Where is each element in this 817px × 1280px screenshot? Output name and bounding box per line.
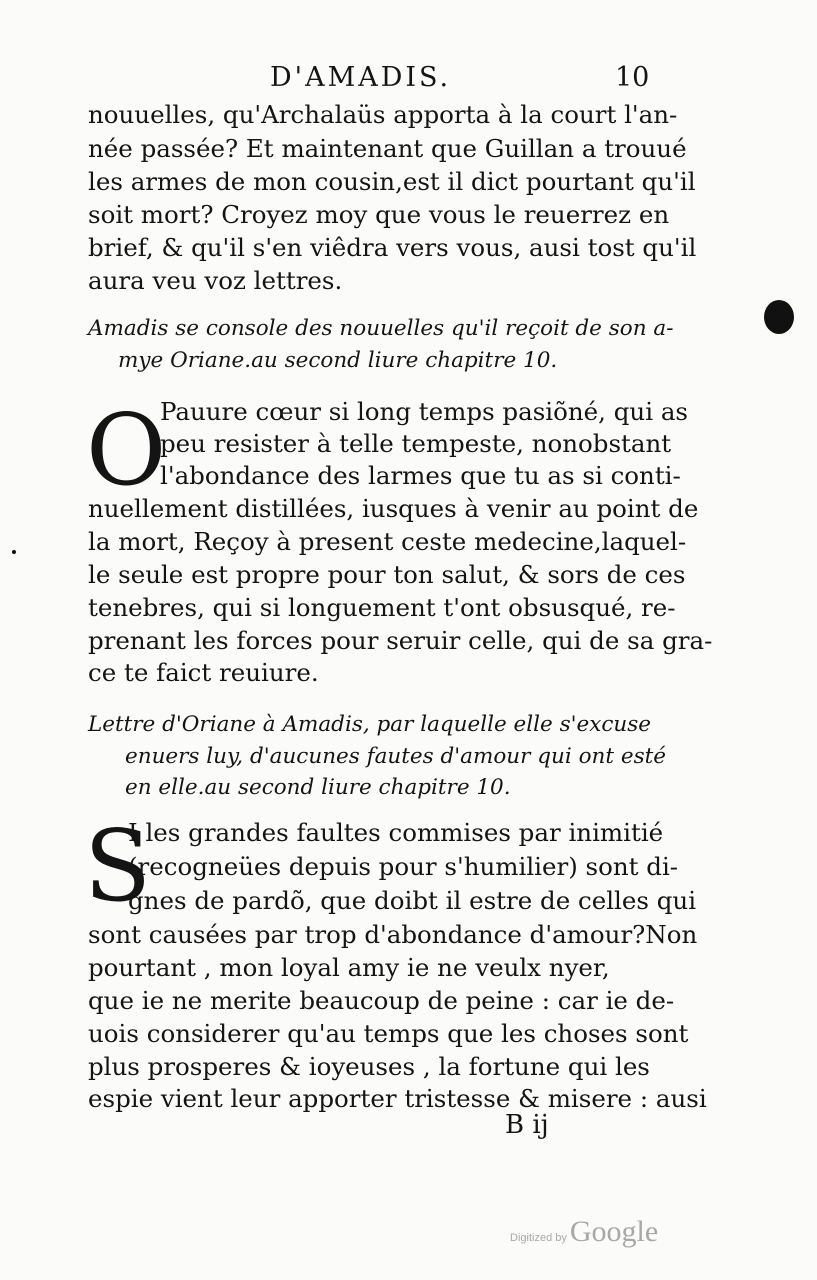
watermark-prefix: Digitized by — [510, 1232, 567, 1244]
section-heading-line: enuers luy, d'aucunes fautes d'amour qui ont esté — [125, 744, 666, 769]
text-line: prenant les forces pour seruir celle, qui de sa gra- — [88, 626, 713, 655]
text-line: (recogneües depuis pour s'humilier) sont di- — [128, 852, 679, 881]
text-line: uois considerer qu'au temps que les choses sont — [88, 1019, 689, 1048]
text-line: le seule est propre pour ton salut, & sors de ces — [88, 560, 686, 589]
drop-cap-initial: O — [86, 394, 167, 508]
section-heading-line: en elle.au second liure chapitre 10. — [125, 775, 511, 800]
google-logo: Google — [569, 1215, 659, 1248]
text-line: tenebres, qui si longuement t'ont obsusqué, re- — [88, 593, 676, 622]
ink-speck — [12, 550, 16, 554]
ink-blot — [764, 300, 794, 334]
signature-mark: B ij — [505, 1110, 549, 1140]
text-line: la mort, Reçoy à present ceste medecine,laquel- — [88, 527, 687, 556]
text-line: soit mort? Croyez moy que vous le reuerrez en — [88, 200, 670, 229]
text-line: Pauure cœur si long temps pasiõné, qui as — [160, 397, 688, 426]
text-line: peu resister à telle tempeste, nonobstant — [160, 429, 672, 458]
text-line: espie vient leur apporter tristesse & misere : ausi — [88, 1084, 707, 1113]
text-line: que ie ne merite beaucoup de peine : car ie de- — [88, 986, 675, 1015]
text-line: nouuelles, qu'Archalaüs apporta à la court l'an- — [88, 100, 678, 129]
section-heading-line: mye Oriane.au second liure chapitre 10. — [118, 348, 558, 373]
page-number: 10 — [615, 62, 650, 93]
text-line: brief, & qu'il s'en viêdra vers vous, ausi tost qu'il — [88, 233, 697, 262]
section-heading-line: Lettre d'Oriane à Amadis, par laquelle elle s'excuse — [88, 712, 652, 737]
text-line: l'abondance des larmes que tu as si conti- — [160, 461, 681, 490]
text-line: gnes de pardõ, que doibt il estre de celles qui — [128, 886, 697, 915]
text-line: sont causées par trop d'abondance d'amour?Non — [88, 920, 698, 949]
text-line: ce te faict reuiure. — [88, 658, 319, 687]
running-title: D'AMADIS. — [270, 62, 452, 93]
section-heading-line: Amadis se console des nouuelles qu'il reçoit de son a- — [88, 316, 674, 341]
text-line: les armes de mon cousin,est il dict pourtant qu'il — [88, 167, 696, 196]
text-line: aura veu voz lettres. — [88, 266, 343, 295]
drop-cap-initial: S — [84, 810, 152, 924]
google-watermark — [510, 1215, 658, 1249]
text-line: pourtant , mon loyal amy ie ne veulx nyer, — [88, 953, 610, 982]
text-line: plus prosperes & ioyeuses , la fortune qui les — [88, 1052, 650, 1081]
text-line: nuellement distillées, iusques à venir au point de — [88, 494, 699, 523]
text-line: I les grandes faultes commises par inimitié — [128, 818, 664, 847]
text-line: née passée? Et maintenant que Guillan a trouué — [88, 134, 687, 163]
